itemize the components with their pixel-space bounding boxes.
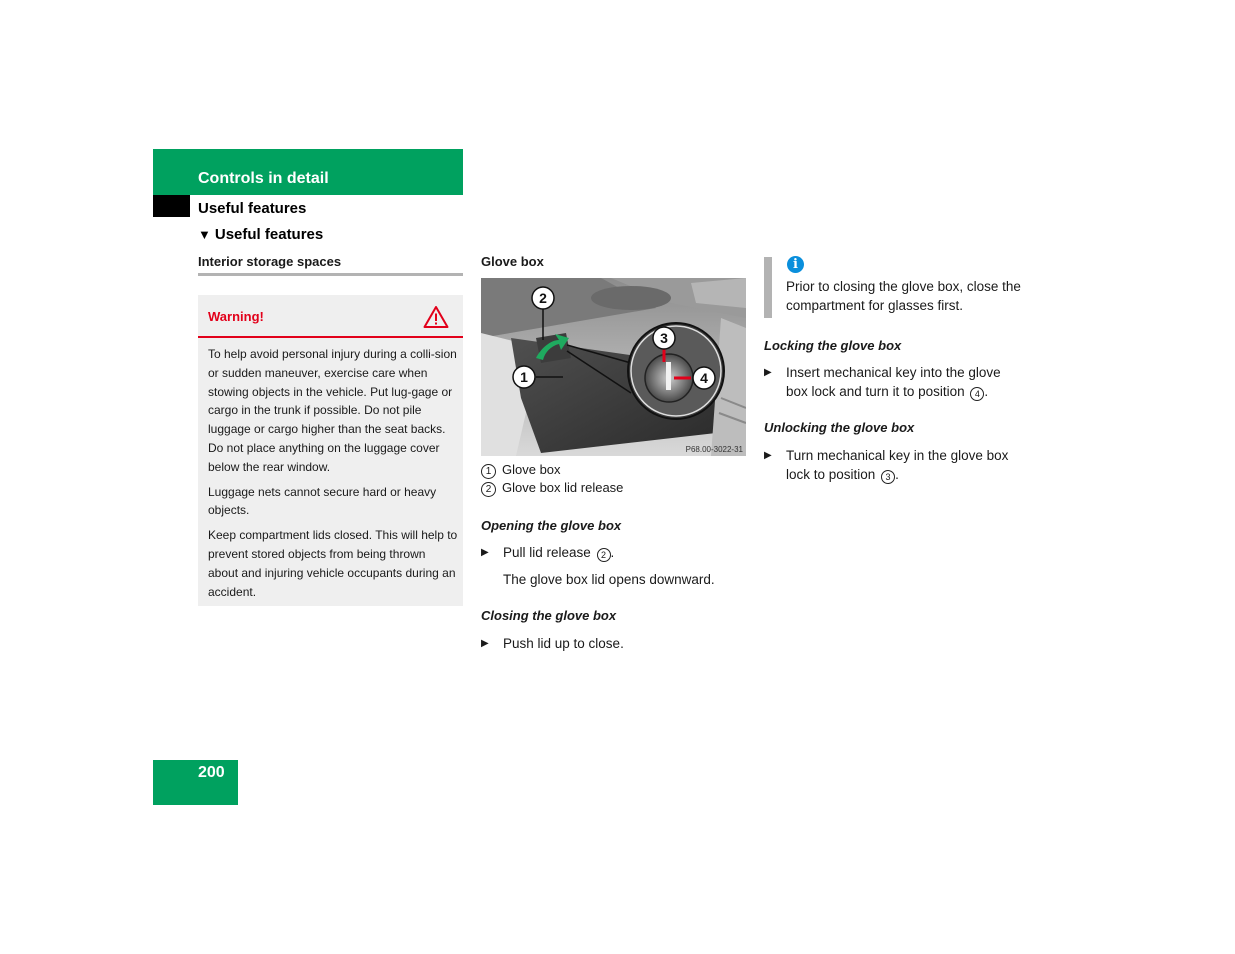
callout-2 <box>532 287 554 309</box>
bullet-arrow-icon: ▶ <box>481 638 489 649</box>
warning-paragraph: Luggage nets cannot secure hard or heavy objects. <box>208 484 437 518</box>
glove-box-illustration <box>481 278 746 456</box>
opening-heading: Opening the glove box <box>481 518 622 533</box>
unlocking-heading: Unlocking the glove box <box>764 420 915 435</box>
svg-text:1: 1 <box>520 369 528 385</box>
unlocking-step-text: Turn mechanical key in the glove box lock to position 3 . <box>786 448 1009 482</box>
legend-item <box>481 480 623 497</box>
topic-title <box>198 226 323 243</box>
unlocking-step <box>764 446 1029 486</box>
ref-circle: 4 <box>970 387 984 401</box>
warning-box <box>198 295 463 606</box>
info-text: Prior to closing the glove box, close the compartment for glasses first. <box>786 279 1021 313</box>
topic-label: Useful features <box>214 226 324 243</box>
svg-text:3: 3 <box>660 330 668 346</box>
ref-circle: 3 <box>881 470 895 484</box>
subsection-title: Useful features <box>198 200 307 217</box>
opening-result: The glove box lid opens downward. <box>503 572 715 587</box>
glove-box-illustration-svg <box>481 278 746 456</box>
bullet-arrow-icon: ▶ <box>481 547 489 558</box>
warning-header <box>198 295 463 338</box>
page-number-box <box>153 760 238 805</box>
svg-text:4: 4 <box>700 370 708 386</box>
warning-paragraph: Keep compartment lids closed. This will help to prevent stored objects from being thrown about and injuring vehicle occupants during an accident. <box>208 528 458 599</box>
warning-body <box>208 345 458 607</box>
page-number: 200 <box>198 764 225 781</box>
opening-step-text: Pull lid release 2 . <box>503 545 615 560</box>
section-title: Controls in detail <box>198 170 329 187</box>
locking-step-text: Insert mechanical key into the glove box lock and turn it to position 4 . <box>786 365 1001 399</box>
callout-4 <box>693 367 715 389</box>
svg-text:2: 2 <box>539 290 547 306</box>
bullet-arrow-icon: ▶ <box>764 367 772 378</box>
warning-paragraph: To help avoid personal injury during a colli-sion or sudden maneuver, exercise care when stowing objects in the vehicle. Put lug-gage or cargo in the trunk if possible. Do not pile luggage or cargo higher than the seat backs. Do not place anything on the luggage cover below the rear window. <box>208 347 457 474</box>
legend-item <box>481 462 561 479</box>
warning-triangle-icon <box>423 305 449 329</box>
legend-number: 2 <box>481 482 496 497</box>
bullet-arrow-icon: ▶ <box>764 450 772 461</box>
warning-label: Warning! <box>208 309 264 324</box>
figure-code: P68.00-3022-31 <box>685 445 743 454</box>
info-icon: i <box>787 256 804 273</box>
locking-heading: Locking the glove box <box>764 338 902 353</box>
header-marker <box>153 195 190 217</box>
legend-number: 1 <box>481 464 496 479</box>
closing-step-text: Push lid up to close. <box>503 636 624 651</box>
callout-3 <box>653 327 675 349</box>
ref-circle: 2 <box>597 548 611 562</box>
legend-label: Glove box lid release <box>502 480 624 495</box>
locking-step <box>764 363 1029 403</box>
info-bar <box>764 257 772 318</box>
topic-marker-icon: ▼ <box>198 227 211 242</box>
legend-label: Glove box <box>502 462 561 477</box>
glove-box-heading: Glove box <box>481 254 544 269</box>
closing-step <box>481 634 746 654</box>
closing-heading: Closing the glove box <box>481 608 617 623</box>
opening-step <box>481 543 746 563</box>
heading-rule <box>198 273 463 276</box>
callout-1 <box>513 366 535 388</box>
interior-storage-heading: Interior storage spaces <box>198 254 342 269</box>
